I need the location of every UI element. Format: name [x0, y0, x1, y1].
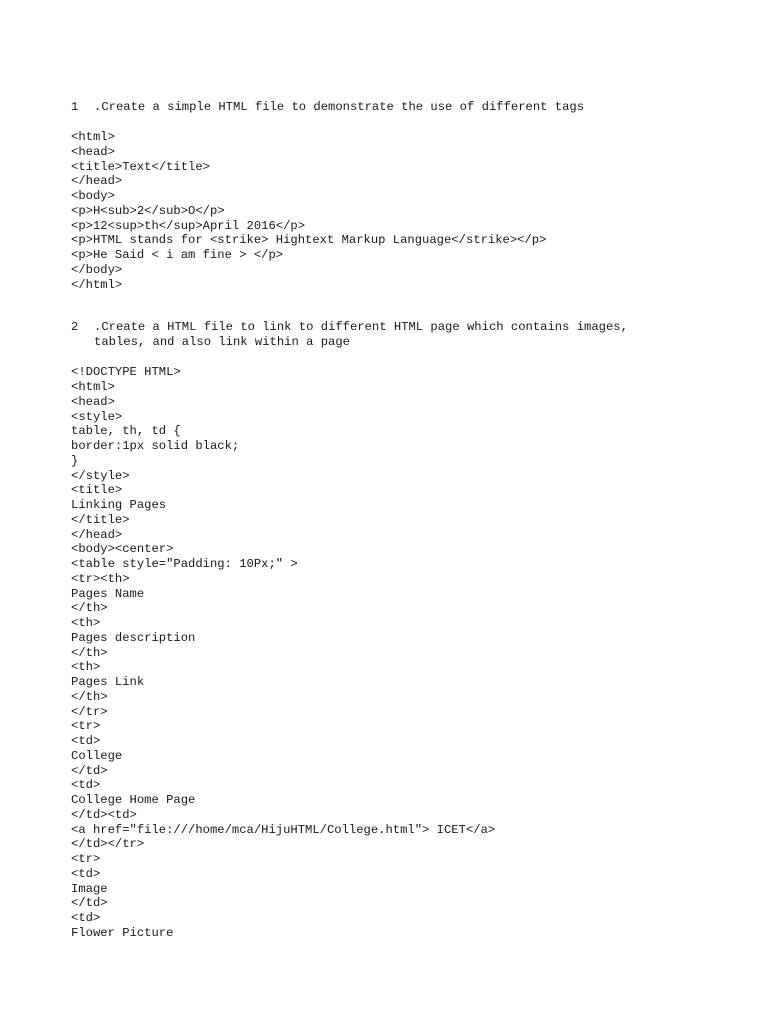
code-line: <!DOCTYPE HTML>	[71, 365, 181, 380]
code-line: <a href="file:///home/mca/HijuHTML/College.html"> ICET</a>	[71, 822, 496, 837]
code-line: </th>	[71, 601, 108, 616]
code-line: </head>	[71, 527, 123, 542]
code-line: <body><center>	[71, 542, 174, 557]
code-line: </title>	[71, 512, 130, 527]
code-line: </td>	[71, 763, 108, 778]
code-line: College	[71, 748, 123, 763]
code-line: <td>	[71, 778, 101, 793]
code-line: <tr><th>	[71, 571, 130, 586]
code-line: <th>	[71, 660, 101, 675]
code-line: <head>	[71, 394, 115, 409]
code-line: </style>	[71, 468, 130, 483]
code-line: </td></tr>	[71, 837, 145, 852]
code-line: College Home Page	[71, 793, 196, 807]
code-line: Linking Pages	[71, 498, 167, 512]
code-line: </tr>	[71, 704, 108, 719]
code-line: border:1px solid black;	[71, 439, 240, 453]
code-line: </th>	[71, 689, 108, 704]
section-2-number: 2	[71, 320, 79, 335]
code-line: <html>	[71, 380, 115, 394]
section-1-code-block	[71, 130, 751, 292]
code-line: <th>	[71, 616, 101, 630]
code-line: </head>	[71, 174, 123, 189]
code-line: <p>H<sub>2</sub>O</p>	[71, 203, 225, 218]
code-line: </body>	[71, 262, 123, 277]
code-line: }	[71, 453, 79, 468]
section-2-heading	[71, 320, 751, 350]
code-line: table, th, td {	[71, 424, 181, 439]
code-line: <head>	[71, 144, 115, 159]
code-line: </html>	[71, 277, 123, 292]
code-line: <tr>	[71, 852, 101, 866]
section-2-title: .Create a HTML file to link to different HTML page which contains images, tables, and also link within a page	[94, 320, 628, 350]
code-line: <title>Text</title>	[71, 159, 210, 174]
code-line: Pages Name	[71, 586, 145, 601]
section-1-number: 1	[71, 100, 79, 114]
code-line: <html>	[71, 130, 115, 144]
section-1-title: .Create a simple HTML file to demonstrate the use of different tags	[94, 100, 585, 114]
code-line: <p>He Said < i am fine > </p>	[71, 248, 284, 262]
code-line: Pages Link	[71, 675, 145, 689]
code-line: Flower Picture	[71, 925, 174, 940]
code-line: <body>	[71, 189, 115, 203]
code-line: <p>HTML stands for <strike> Hightext Markup Language</strike></p>	[71, 233, 547, 248]
code-line: <p>12<sup>th</sup>April 2016</p>	[71, 218, 306, 233]
code-line: </td>	[71, 896, 108, 911]
code-line: Image	[71, 881, 108, 896]
code-line: <td>	[71, 911, 101, 925]
code-line: <title>	[71, 483, 123, 498]
code-line: Pages description	[71, 630, 196, 645]
code-line: <style>	[71, 409, 123, 424]
code-line: <td>	[71, 734, 101, 748]
document-page	[71, 100, 751, 941]
code-line: <tr>	[71, 719, 101, 734]
section-1-heading	[71, 100, 751, 115]
code-line: </td><td>	[71, 807, 137, 822]
code-line: <td>	[71, 866, 101, 881]
code-line: <table style="Padding: 10Px;" >	[71, 557, 298, 571]
code-line: </th>	[71, 645, 108, 660]
section-2-code-block	[71, 365, 751, 940]
